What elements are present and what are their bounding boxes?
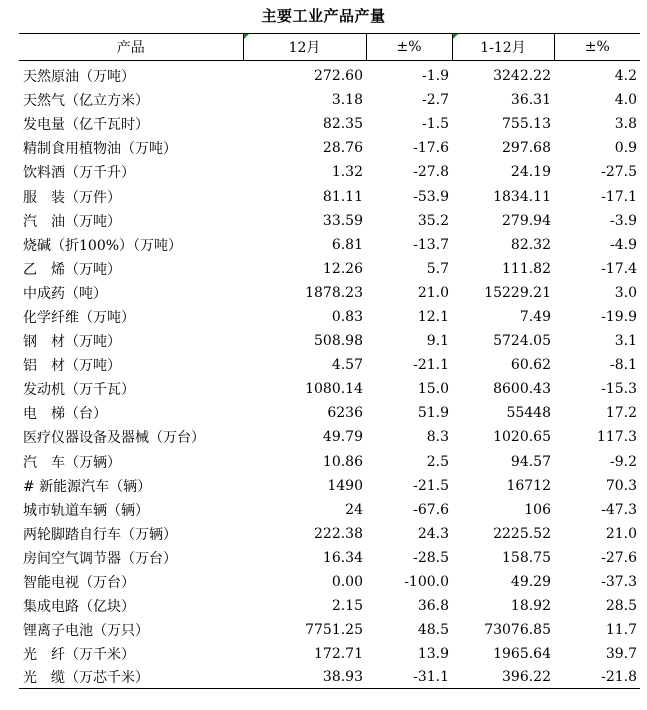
december-value: 0.00	[331, 574, 363, 591]
jan-dec-change: 0.9	[614, 140, 637, 157]
table-row	[19, 305, 640, 329]
december-value: 81.11	[322, 188, 363, 205]
december-value: 222.38	[314, 525, 363, 542]
table-row	[19, 136, 640, 160]
jan-dec-change: 70.3	[605, 477, 637, 494]
product-name: 智能电视（万台）	[23, 575, 135, 592]
december-change: -1.5	[422, 116, 449, 133]
december-value: 10.86	[322, 453, 363, 470]
jan-dec-change: 117.3	[596, 429, 637, 446]
table-row	[19, 88, 640, 112]
december-value: 1490	[327, 477, 363, 494]
december-change: 12.1	[417, 308, 449, 325]
jan-dec-change: 3.8	[614, 116, 637, 133]
product-name: 天然气（亿立方米）	[23, 93, 149, 110]
jan-dec-value: 55448	[506, 405, 551, 422]
jan-dec-change: -19.9	[601, 308, 637, 325]
jan-dec-change: 4.0	[614, 92, 637, 109]
product-name: 中成药（吨）	[23, 285, 107, 302]
december-change: -21.5	[413, 477, 449, 494]
jan-dec-value: 5724.05	[493, 333, 551, 350]
table-row	[19, 425, 640, 449]
table-row	[19, 474, 640, 498]
december-change: 2.5	[426, 453, 449, 470]
december-value: 1878.23	[305, 284, 363, 301]
table-row	[19, 281, 640, 305]
product-name: 城市轨道车辆（辆）	[23, 502, 149, 519]
product-name: 乙 烯（万吨）	[23, 261, 121, 278]
table-row	[19, 112, 640, 136]
december-value: 49.79	[322, 429, 363, 446]
jan-dec-value: 73076.85	[484, 622, 551, 639]
industrial-output-table	[19, 33, 640, 689]
jan-dec-value: 82.32	[510, 236, 551, 253]
product-name: 烧碱（折100%）（万吨）	[23, 237, 183, 254]
product-name: 集成电路（亿块）	[23, 599, 135, 616]
jan-dec-value: 7.49	[519, 308, 551, 325]
december-value: 4.57	[331, 357, 363, 374]
december-value: 82.35	[322, 116, 363, 133]
december-value: 33.59	[322, 212, 363, 229]
jan-dec-value: 36.31	[510, 92, 551, 109]
jan-dec-change: -17.4	[601, 260, 637, 277]
header-product: 产品	[19, 34, 243, 61]
jan-dec-value: 158.75	[502, 549, 551, 566]
product-name: 精制食用植物油（万吨）	[23, 141, 177, 158]
table-title: 主要工业产品产量	[261, 7, 386, 25]
table-row	[19, 257, 640, 281]
product-name: 发动机（万千瓦）	[23, 382, 135, 399]
december-value: 12.26	[322, 260, 363, 277]
table-row	[19, 353, 640, 377]
december-value: 272.60	[314, 68, 363, 85]
december-change: -31.1	[366, 666, 452, 689]
table-row	[19, 546, 640, 570]
december-value: 38.93	[243, 666, 366, 689]
product-name: # 新能源汽车（辆）	[23, 478, 152, 495]
table-row	[19, 401, 640, 425]
jan-dec-value: 111.82	[502, 260, 551, 277]
jan-dec-value: 1965.64	[493, 646, 551, 663]
jan-dec-change: -17.1	[601, 188, 637, 205]
header-december-change: ±%	[366, 34, 452, 61]
december-change: -17.6	[413, 140, 449, 157]
product-name: 发电量（亿千瓦时）	[23, 117, 149, 134]
product-name: 汽 车（万辆）	[23, 454, 121, 471]
december-value: 2.15	[331, 598, 363, 615]
jan-dec-change: -4.9	[610, 236, 637, 253]
december-change: -28.5	[413, 549, 449, 566]
december-change: 9.1	[426, 333, 449, 350]
december-change: -67.6	[413, 501, 449, 518]
december-change: -53.9	[413, 188, 449, 205]
table-row	[19, 233, 640, 257]
product-name: 医疗仪器设备及器械（万台）	[23, 430, 205, 447]
jan-dec-change: -47.3	[601, 501, 637, 518]
table-row	[19, 594, 640, 618]
table-row	[19, 618, 640, 642]
jan-dec-value: 16712	[506, 477, 551, 494]
december-change: -21.1	[413, 357, 449, 374]
table-row	[19, 377, 640, 401]
jan-dec-change: 11.7	[605, 622, 637, 639]
table-row	[19, 329, 640, 353]
december-value: 3.18	[331, 92, 363, 109]
header-jan-dec: 1-12月	[452, 34, 554, 61]
december-value: 172.71	[314, 646, 363, 663]
header-row	[19, 34, 640, 61]
jan-dec-value: 1020.65	[493, 429, 551, 446]
jan-dec-change: -27.6	[601, 549, 637, 566]
jan-dec-change: -27.5	[601, 164, 637, 181]
jan-dec-change: -15.3	[601, 381, 637, 398]
jan-dec-value: 1834.11	[493, 188, 551, 205]
jan-dec-change: 4.2	[614, 68, 637, 85]
jan-dec-change: -9.2	[610, 453, 637, 470]
table-row	[19, 498, 640, 522]
table-row	[19, 61, 640, 89]
product-name: 锂离子电池（万只）	[23, 623, 149, 640]
table-row	[19, 209, 640, 233]
december-change: -13.7	[413, 236, 449, 253]
jan-dec-value: 60.62	[510, 357, 551, 374]
product-name: 光 纤（万千米）	[23, 647, 135, 664]
december-change: -1.9	[422, 68, 449, 85]
table-row	[19, 666, 640, 689]
table-row	[19, 522, 640, 546]
december-value: 1.32	[331, 164, 363, 181]
december-value: 508.98	[314, 333, 363, 350]
jan-dec-change: 3.0	[614, 284, 637, 301]
december-value: 1080.14	[305, 381, 363, 398]
product-name: 电 梯（台）	[23, 406, 107, 423]
jan-dec-value: 94.57	[510, 453, 551, 470]
jan-dec-value: 18.92	[510, 598, 551, 615]
header-december: 12月	[243, 34, 366, 61]
jan-dec-change: 21.0	[605, 525, 637, 542]
december-value: 28.76	[322, 140, 363, 157]
product-name: 化学纤维（万吨）	[23, 309, 135, 326]
jan-dec-value: 2225.52	[493, 525, 551, 542]
jan-dec-value: 15229.21	[484, 284, 551, 301]
table-row	[19, 450, 640, 474]
december-change: 24.3	[417, 525, 449, 542]
december-value: 6236	[327, 405, 363, 422]
jan-dec-value: 8600.43	[493, 381, 551, 398]
december-change: 35.2	[417, 212, 449, 229]
december-value: 24	[345, 501, 363, 518]
product-name: 房间空气调节器（万台）	[23, 550, 177, 567]
december-change: -27.8	[413, 164, 449, 181]
product-name: 光 缆（万芯千米）	[19, 666, 243, 689]
jan-dec-change: 17.2	[605, 405, 637, 422]
table-row	[19, 160, 640, 184]
december-change: 8.3	[426, 429, 449, 446]
december-change: 15.0	[417, 381, 449, 398]
jan-dec-value: 297.68	[502, 140, 551, 157]
december-change: 21.0	[417, 284, 449, 301]
table-row	[19, 642, 640, 666]
jan-dec-change: -21.8	[554, 666, 640, 689]
product-name: 服 装（万件）	[23, 189, 121, 206]
table-body	[19, 61, 640, 689]
december-value: 16.34	[322, 549, 363, 566]
jan-dec-value: 49.29	[510, 574, 551, 591]
jan-dec-change: 28.5	[605, 598, 637, 615]
december-change: 36.8	[417, 598, 449, 615]
december-change: -100.0	[404, 574, 449, 591]
jan-dec-value: 755.13	[502, 116, 551, 133]
jan-dec-value: 24.19	[510, 164, 551, 181]
product-name: 汽 油（万吨）	[23, 213, 121, 230]
december-change: 5.7	[426, 260, 449, 277]
product-name: 两轮脚踏自行车（万辆）	[23, 526, 177, 543]
jan-dec-change: 39.7	[605, 646, 637, 663]
december-value: 7751.25	[305, 622, 363, 639]
jan-dec-value: 279.94	[502, 212, 551, 229]
december-change: 13.9	[417, 646, 449, 663]
jan-dec-value: 396.22	[452, 666, 554, 689]
jan-dec-change: -37.3	[601, 574, 637, 591]
jan-dec-change: -3.9	[610, 212, 637, 229]
december-value: 6.81	[331, 236, 363, 253]
product-name: 铝 材（万吨）	[23, 358, 121, 375]
table-row	[19, 570, 640, 594]
jan-dec-change: 3.1	[614, 333, 637, 350]
december-change: 48.5	[417, 622, 449, 639]
december-value: 0.83	[331, 308, 363, 325]
product-name: 钢 材（万吨）	[23, 334, 121, 351]
jan-dec-value: 106	[524, 501, 551, 518]
table-row	[19, 184, 640, 208]
december-change: 51.9	[417, 405, 449, 422]
december-change: -2.7	[422, 92, 449, 109]
header-jan-dec-change: ±%	[554, 34, 640, 61]
product-name: 天然原油（万吨）	[23, 69, 135, 86]
jan-dec-value: 3242.22	[493, 68, 551, 85]
jan-dec-change: -8.1	[610, 357, 637, 374]
product-name: 饮料酒（万千升）	[23, 165, 135, 182]
